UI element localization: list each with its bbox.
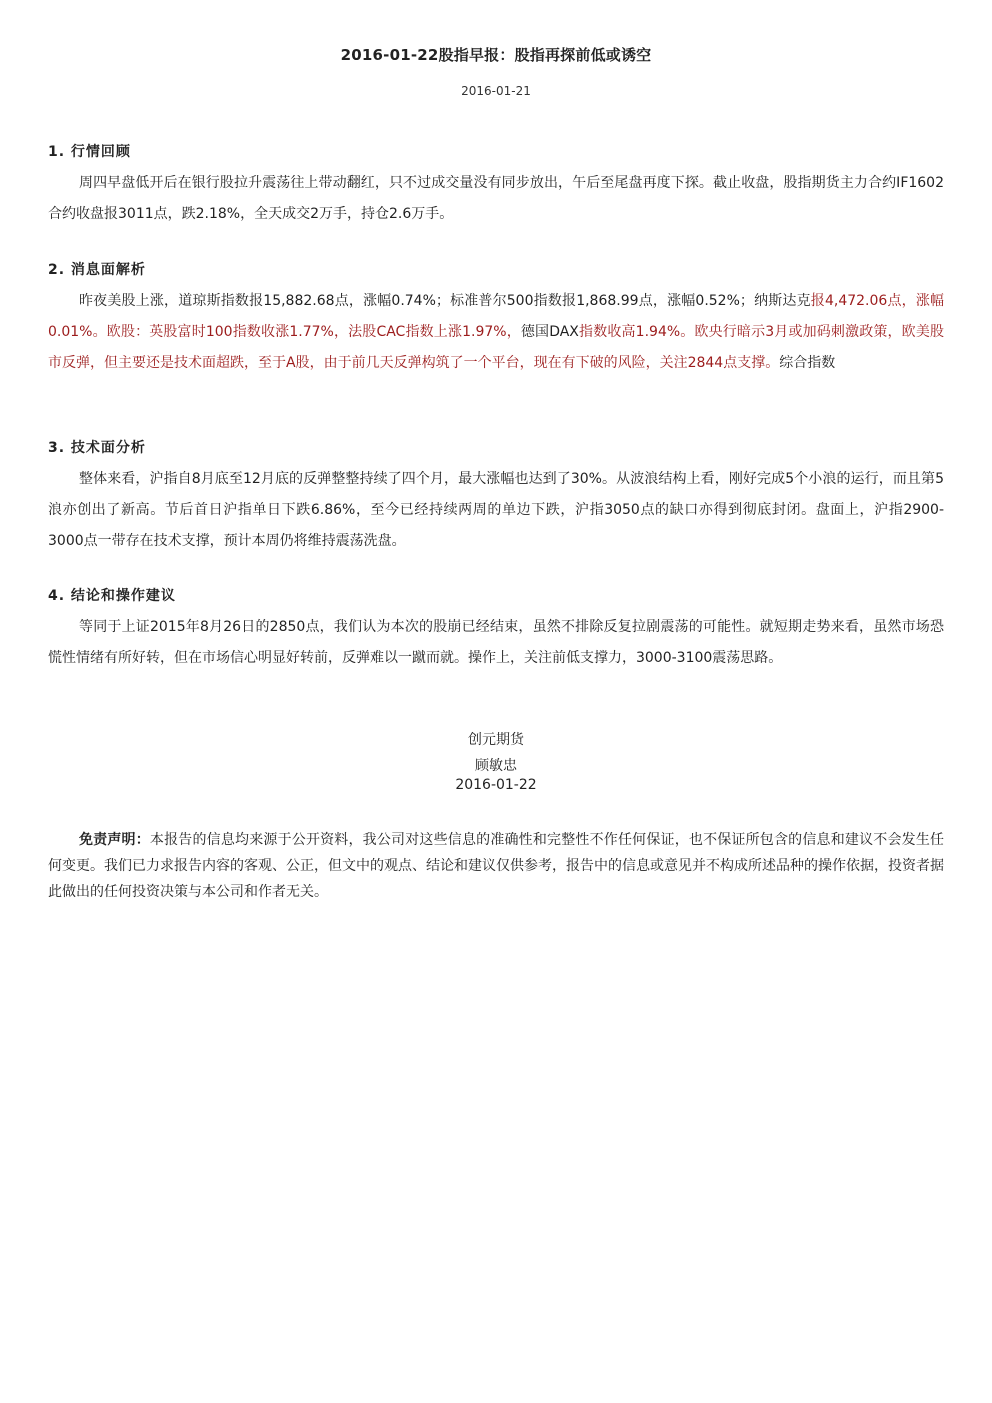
section-heading: 3. 技术面分析 (48, 440, 146, 456)
disclaimer-text: 本报告的信息均来源于公开资料，我公司对这些信息的准确性和完整性不作任何保证，也不保证所包含的信息和建议不会发生任何变更。我们已力求报告内容的客观、公正，但文中的观点、结论和建议仅供参考，报告中的信息或意见并不构成所述品种的操作依据，投资者据此做出的任何投资决策与本公司和作者无关。 (48, 832, 945, 900)
signature-date: 2016-01-22 (455, 777, 537, 793)
section-body: 整体来看，沪指自8月底至12月底的反弹整整持续了四个月，最大涨幅也达到了30%。从波浪结构上看，刚好完成5个小浪的运行，而且第5浪亦创出了新高。节后首日沪指单日下跌6.86%，至今已经持续两周的单边下跌，沪指3050点的缺口亦得到彻底封闭。盘面上，沪指2900-3000点一带存在技术支撑，预计本周仍将维持震荡洗盘。 (48, 471, 944, 549)
section-body (48, 286, 944, 379)
news-text-part: 综合指数 (779, 355, 836, 371)
news-highlight-part: 指数收高1.94%。欧央行暗示3月或加码刺激政策，欧美股市反弹，但主要还是技术面超跌，至于A股，由于前几天反弹构筑了一个平台，现在有下破的风险，关注2844点支撑。 (48, 324, 944, 371)
section-conclusion (48, 585, 944, 674)
signature-author: 顾敏忠 (475, 758, 517, 774)
section-heading: 2. 消息面解析 (48, 262, 146, 278)
news-text-part: 昨夜美股上涨，道琼斯指数报15,882.68点，涨幅0.74%；标准普尔500指数报1,868.99点，涨幅0.52%；纳斯达克 (79, 293, 811, 309)
section-body: 周四早盘低开后在银行股拉升震荡往上带动翻红，只不过成交量没有同步放出，午后至尾盘再度下探。截止收盘，股指期货主力合约IF1602合约收盘报3011点，跌2.18%，全天成交2万手，持仓2.6万手。 (48, 175, 944, 222)
section-news-analysis (48, 259, 944, 379)
report-date: 2016-01-21 (461, 84, 531, 98)
section-body: 等同于上证2015年8月26日的2850点，我们认为本次的股崩已经结束，虽然不排除反复拉剧震荡的可能性。就短期走势来看，虽然市场恐慌性情绪有所好转，但在市场信心明显好转前，反弹难以一蹴而就。操作上，关注前低支撑力，3000-3100震荡思路。 (48, 619, 944, 666)
news-highlight-part: 报4,472.06点，涨幅0.01%。欧股：英股富时100指数收涨1.77%，法股CAC指数上涨1.97%， (48, 293, 945, 340)
signature-company: 创元期货 (468, 732, 524, 748)
report-title: 2016-01-22股指早报：股指再探前低或诱空 (340, 46, 652, 64)
section-heading: 1. 行情回顾 (48, 144, 131, 160)
disclaimer-lead: 免责声明： (79, 832, 150, 848)
news-text-part: 德国DAX (520, 324, 579, 340)
section-technical-analysis (48, 437, 944, 557)
disclaimer (48, 827, 944, 905)
section-heading: 4. 结论和操作建议 (48, 588, 176, 604)
section-market-review (48, 141, 944, 230)
